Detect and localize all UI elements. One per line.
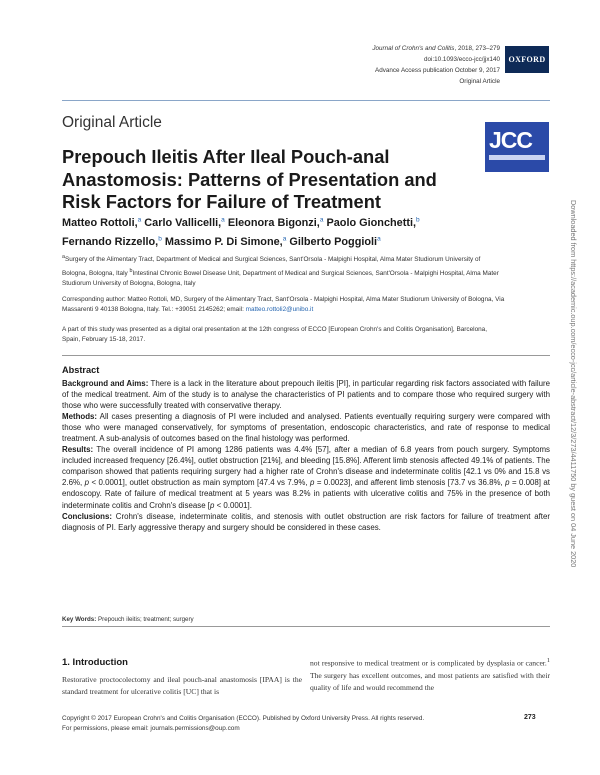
- affiliations: $^a$Surgery of the Alimentary Tract, Department of Medical and Surgical Sciences, Sant'Orsola - Malpighi Hospital, Alma Mater Studiorum University of Bologna, Bologna, Italy $^b$Intestinal Chronic Bowel Disease Unit, Department of Medical and Surgical Sciences, Sant'Orsola - Malpighi Hospital, Alma Mater Studiorum University of Bologna, Bologna, Italy: [62, 254, 499, 288]
- abstract: [62, 355, 550, 627]
- author[interactable]: Eleonora Bigonzi,$^a$: [227, 216, 324, 229]
- keywords: Key Words: Prepouch ileitis; treatment; surgery: [62, 616, 194, 623]
- author[interactable]: Fernando Rizzello,$^b$: [62, 235, 162, 248]
- author[interactable]: Matteo Rottoli,$^a$: [62, 216, 142, 229]
- jcc-logo-bar: [489, 155, 545, 160]
- download-note-text[interactable]: Downloaded from https://academic.oup.com/ecco-jcc/article-abstract/12/3/273/4411750 by guest on 04 June 2020: [569, 200, 578, 568]
- footer-copyright: Copyright © 2017 European Crohn's and Colitis Organisation (ECCO). Published by Oxford University Press. All rights reserved. For permissions, please email: journals.permissions@oup.com: [62, 714, 512, 735]
- jcc-logo: [485, 122, 549, 172]
- download-note: [569, 200, 590, 600]
- doi[interactable]: doi:10.1093/ecco-jcc/jjx140: [424, 56, 500, 63]
- page-number: 273: [524, 714, 536, 721]
- jcc-logo-letters: JCC: [489, 127, 533, 153]
- article-type: Original Article: [62, 114, 162, 131]
- introduction-heading: 1. Introduction: [62, 657, 128, 668]
- author[interactable]: Gilberto Poggioli$^a$: [289, 235, 381, 248]
- abstract-conclusions: Conclusions: Crohn's disease, indeterminate colitis, and stenosis with outlet obstruction are risk factors for failure of treatment after diagnosis of PI. Early aggressive therapy and surgery should be considered in these cases.: [62, 511, 550, 532]
- reference-marker[interactable]: 1: [546, 657, 550, 664]
- oxford-logo: [505, 46, 549, 73]
- presentation-note: A part of this study was presented as a digital oral presentation at the 12th congress of ECCO [European Crohn's and Colitis Organisation], Barcelona, Spain, February 15-18, 2017.: [62, 326, 488, 344]
- abstract-background: Background and Aims: There is a lack in the literature about prepouch ileitis [PI], in particular regarding risk factors associated with failure of the medical treatment. Aim of the study is to analyse the characteristics of PI patients and to compare those who required surgery with those who were successfully treated with conservative therapy.: [62, 379, 551, 411]
- oxford-logo-text: OXFORD: [508, 55, 546, 64]
- journal-citation: [372, 43, 500, 54]
- footer-permissions: For permissions, please email: journals.permissions@oup.com: [62, 725, 240, 733]
- abstract-body: [62, 378, 550, 533]
- abstract-heading: Abstract: [62, 365, 100, 375]
- author[interactable]: Paolo Gionchetti,$^b$: [326, 216, 420, 229]
- article-label: Original Article: [459, 78, 500, 85]
- advance-access: Advance Access publication October 9, 2017: [375, 67, 500, 74]
- journal-info: [372, 43, 500, 87]
- email-link[interactable]: matteo.rottoli2@unibo.it: [245, 306, 314, 314]
- author-list: [62, 212, 492, 250]
- journal-name: Journal of Crohn's and Colitis: [372, 45, 455, 52]
- article-title: Prepouch Ileitis After Ileal Pouch-anal Anastomosis: Patterns of Presentation and Risk Factors for Failure of Treatment: [62, 146, 437, 212]
- author[interactable]: Massimo P. Di Simone,$^a$: [164, 235, 287, 248]
- journal-volume: , 2018, 273–279: [454, 45, 500, 52]
- corresponding-author: Corresponding author: Matteo Rottoli, MD, Surgery of the Alimentary Tract, Sant'Orsola - Malpighi Hospital, Alma Mater Studiorum University of Bologna, Via Massarenti 9 40138 Bologna, Italy. Tel.: +39051 2145262; email: matteo.rottoli2@unibo.it: [62, 296, 505, 314]
- abstract-results: Results: The overall incidence of PI among 1286 patients was 4.4% [57], after a median of 6.8 years from pouch surgery. Symptoms included increased frequency [26.4%], outlet obstruction [21%], and bleeding [15.8%]. Afferent limb stenosis affected 49.1% of patients. The comparison showed that patients requiring surgery had a higher rate of Crohn's disease and indeterminate colitis [42.1 vs 0% and 15.8 vs 2.6%, p < 0.0001], outlet obstruction as main symptom [47.4 vs 7.9%, p = 0.0023], and afferent limb stenosis [73.7 vs 36.8%, p = 0.008] at endoscopy. Rate of failure of medical treatment at 5 years was 8.2% in patients with ulcerative colitis and 75% in the presence of both indeterminate colitis and Crohn's disease [p < 0.0001].: [62, 445, 550, 510]
- introduction-left-column: Restorative proctocolectomy and ileal pouch-anal anastomosis [IPAA] is the standard treatment for ulcerative colitis [UC] that is: [62, 675, 302, 696]
- author[interactable]: Carlo Vallicelli,$^a$: [144, 216, 225, 229]
- header-divider: [62, 100, 550, 101]
- abstract-methods: Methods: All cases presenting a diagnosis of PI were included and analysed. Patients eventually requiring surgery were compared with those who were managed conservatively, for symptoms of presentation, endoscopic characteristics, and rate of response to medical treatment. A sub-analysis of outcomes based on the final histology was performed.: [62, 412, 550, 444]
- introduction-right-column: not responsive to medical treatment or is complicated by dysplasia or cancer.$^1$ The surgery has excellent outcomes, and most patients are satisfied with their quality of life and would recommend the: [310, 657, 550, 692]
